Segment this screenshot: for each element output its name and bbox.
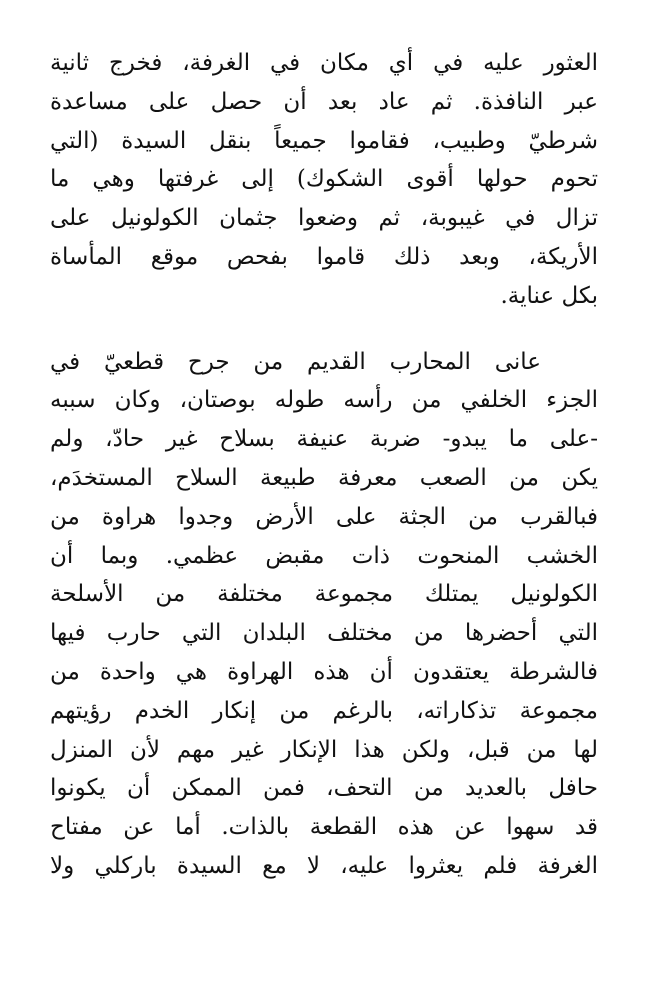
text-line: الأريكة، وبعد ذلك قاموا بفحص موقع المأساة	[50, 243, 598, 270]
text-line: العثور عليه في أي مكان في الغرفة، فخرج ثانية	[50, 50, 598, 76]
text-line: الغرفة فلم يعثروا عليه، لا مع السيدة باركلي ولا	[50, 852, 598, 879]
text-line: فالشرطة يعتقدون أن هذه الهراوة هي واحدة من	[50, 658, 598, 685]
text-line: قد سهوا عن هذه القطعة بالذات. أما عن مفتاح	[50, 814, 598, 841]
text-line: -على ما يبدو- ضربة عنيفة بسلاح غير حادّ، ولم	[50, 426, 598, 453]
text-line: بكل عناية.	[500, 282, 598, 309]
text-line: حافل بالعديد من التحف، فمن الممكن أن يكونوا	[50, 775, 598, 802]
paragraph-1	[50, 44, 598, 316]
text-line: فبالقرب من الجثة على الأرض وجدوا هراوة من	[50, 503, 598, 530]
text-line: الكولونيل يمتلك مجموعة مختلفة من الأسلحة	[50, 581, 598, 608]
text-line: يكن من الصعب معرفة طبيعة السلاح المستخدَم،	[50, 464, 598, 491]
text-line: مجموعة تذكاراته، بالرغم من إنكار الخدم رؤيتهم	[50, 697, 598, 724]
text-line: الجزء الخلفي من رأسه طوله بوصتان، وكان سببه	[50, 387, 598, 414]
text-line: عانى المحارب القديم من جرح قطعيّ في	[50, 348, 541, 375]
text-line: تحوم حولها أقوى الشكوك) إلى غرفتها وهي ما	[50, 166, 598, 193]
text-line: شرطيّ وطبيب، فقاموا جميعاً بنقل السيدة (التي	[50, 127, 598, 154]
text-line: التي أحضرها من مختلف البلدان التي حارب فيها	[50, 620, 598, 647]
text-line: الخشب المنحوت ذات مقبض عظمي. وبما أن	[50, 542, 598, 569]
paragraph-gap	[50, 316, 598, 343]
text-line: تزال في غيبوبة، ثم وضعوا جثمان الكولونيل على	[50, 205, 598, 232]
text-line: لها من قبل، ولكن هذا الإنكار غير مهم لأن المنزل	[50, 736, 598, 763]
paragraph-2	[50, 343, 598, 886]
text-line: عبر النافذة. ثم عاد بعد أن حصل على مساعدة	[50, 88, 598, 115]
book-page	[50, 44, 598, 886]
